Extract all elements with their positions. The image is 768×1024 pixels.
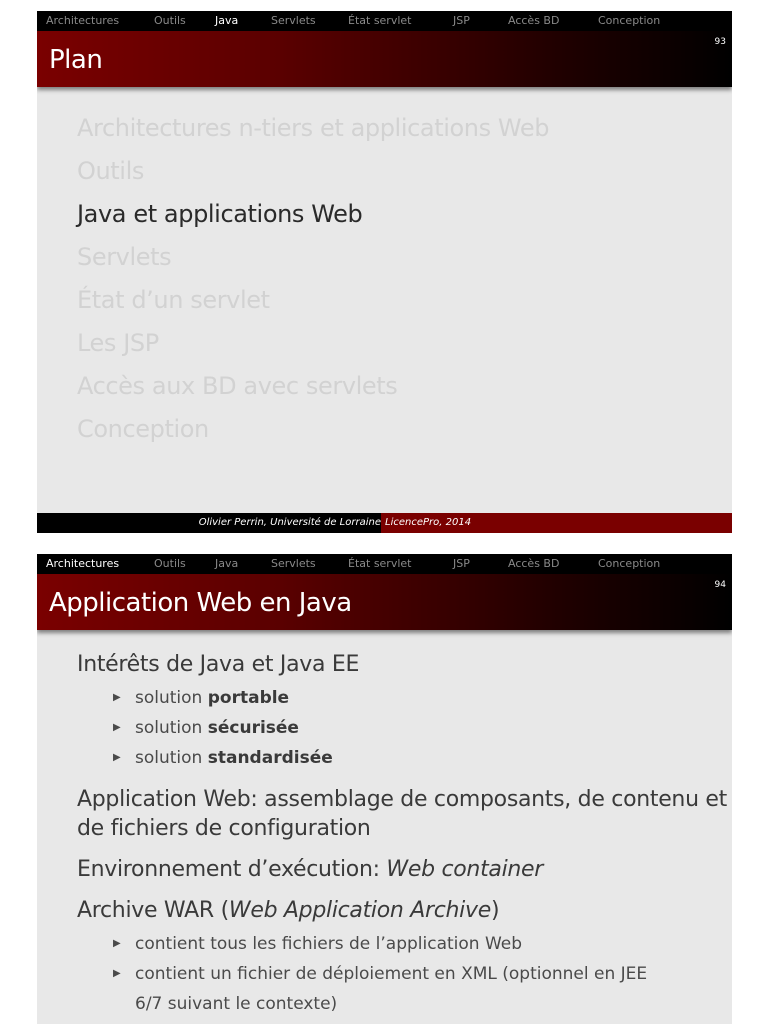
footer-author: Olivier Perrin, Université de Lorraine <box>198 517 381 528</box>
paragraph-archive-war: Archive WAR (Web Application Archive) <box>77 898 500 923</box>
page-number: 93 <box>714 37 726 47</box>
nav-item-architectures[interactable]: Architectures <box>46 14 120 27</box>
bullet-item-continuation: 6/7 suivant le contexte) <box>135 994 338 1014</box>
nav-item-acces-bd[interactable]: Accès BD <box>508 14 560 27</box>
bullet-list <box>77 683 727 773</box>
slide-footer <box>37 513 732 533</box>
slide-title: Plan <box>49 45 103 75</box>
nav-item-etat-servlet[interactable]: État servlet <box>348 14 412 27</box>
plan-item: Les JSP <box>77 329 159 357</box>
nav-item-jsp[interactable]: JSP <box>453 14 470 27</box>
bullet-triangle-icon: ▶ <box>113 968 121 979</box>
bullet-triangle-icon: ▶ <box>113 692 121 703</box>
bullet-list <box>77 929 727 1019</box>
plan-item: Servlets <box>77 243 172 271</box>
paragraph-environnement: Environnement d’exécution: Web container <box>77 857 544 882</box>
plan-item: État d’un servlet <box>77 286 270 314</box>
section-navbar <box>37 554 732 574</box>
bullet-item: ▶ contient un fichier de déploiement en XML (optionnel en JEE <box>77 959 727 989</box>
nav-item-acces-bd[interactable]: Accès BD <box>508 557 560 570</box>
paragraph-interets: Intérêts de Java et Java EE <box>77 652 360 677</box>
slide-title: Application Web en Java <box>49 588 352 618</box>
plan-item: Outils <box>77 157 144 185</box>
nav-item-etat-servlet[interactable]: État servlet <box>348 557 412 570</box>
bullet-item: ▶ solution standardisée <box>77 743 727 773</box>
nav-item-outils[interactable]: Outils <box>154 557 186 570</box>
bullet-item: ▶ contient tous les fichiers de l’application Web <box>77 929 727 959</box>
nav-item-outils[interactable]: Outils <box>154 14 186 27</box>
nav-item-servlets[interactable]: Servlets <box>271 14 316 27</box>
plan-list <box>77 107 549 451</box>
nav-item-conception[interactable]: Conception <box>598 14 661 27</box>
paragraph-application-web: Application Web: assemblage de composants, de contenu et de fichiers de configuration <box>77 787 727 841</box>
plan-item: Architectures n-tiers et applications Web <box>77 114 550 142</box>
bullet-triangle-icon: ▶ <box>113 752 121 763</box>
bullet-triangle-icon: ▶ <box>113 938 121 949</box>
bullet-item: ▶ solution sécurisée <box>77 713 727 743</box>
footer-course: LicencePro, 2014 <box>385 517 472 528</box>
plan-item-active: Java et applications Web <box>77 200 363 228</box>
nav-item-java[interactable]: Java <box>215 557 239 570</box>
nav-item-servlets[interactable]: Servlets <box>271 557 316 570</box>
slide-94 <box>37 554 732 1024</box>
plan-item: Accès aux BD avec servlets <box>77 372 398 400</box>
title-bar <box>37 31 732 87</box>
slide-content <box>77 650 727 1019</box>
nav-item-conception[interactable]: Conception <box>598 557 661 570</box>
nav-item-jsp[interactable]: JSP <box>453 557 470 570</box>
section-navbar <box>37 11 732 31</box>
bullet-item: ▶ solution portable <box>77 683 727 713</box>
bullet-triangle-icon: ▶ <box>113 722 121 733</box>
plan-item: Conception <box>77 415 209 443</box>
slide-93 <box>37 11 732 533</box>
nav-item-java[interactable]: Java <box>215 14 239 27</box>
title-bar <box>37 574 732 630</box>
page-number: 94 <box>714 580 726 590</box>
nav-item-architectures[interactable]: Architectures <box>46 557 120 570</box>
